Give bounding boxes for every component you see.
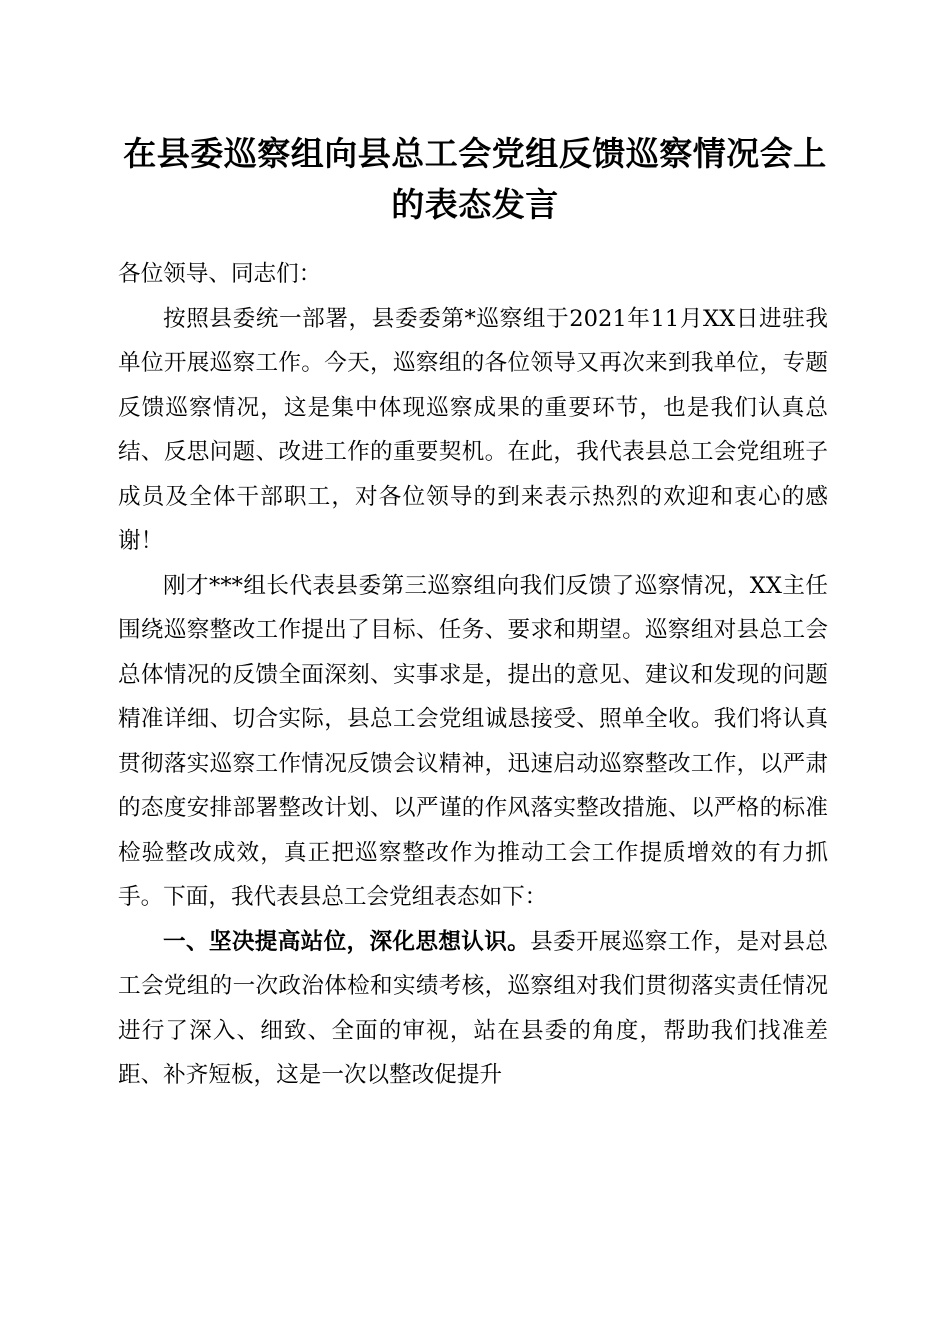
salutation: 各位领导、同志们： bbox=[118, 261, 322, 287]
section-1-heading: 一、坚决提高站位，深化思想认识。 bbox=[163, 928, 531, 955]
document-body bbox=[118, 252, 828, 1098]
document-title: 在县委巡察组向县总工会党组反馈巡察情况会上的表态发言 bbox=[123, 134, 827, 224]
section-1-text: 县委开展巡察工作，是对县总工会党组的一次政治体检和实绩考核，巡察组对我们贯彻落实责任情况进行了深入、细致、全面的审视，站在县委的角度，帮助我们找准差距、补齐短板，这是一次以整改促提升 bbox=[118, 928, 829, 1088]
paragraph-2: 刚才***组长代表县委第三巡察组向我们反馈了巡察情况，XX主任围绕巡察整改工作提出了目标、任务、要求和期望。巡察组对县总工会总体情况的反馈全面深刻、实事求是，提出的意见、建议和发现的问题精准详细、切合实际，县总工会党组诚恳接受、照单全收。我们将认真贯彻落实巡察工作情况反馈会议精神，迅速启动巡察整改工作，以严肃的态度安排部署整改计划、以严谨的作风落实整改措施、以严格的标准检验整改成效，真正把巡察整改作为推动工会工作提质增效的有力抓手。下面，我代表县总工会党组表态如下： bbox=[118, 572, 828, 910]
section-1-paragraph bbox=[118, 920, 828, 1098]
paragraph-1: 按照县委统一部署，县委委第*巡察组于2021年11月XX日进驻我单位开展巡察工作。今天，巡察组的各位领导又再次来到我单位，专题反馈巡察情况，这是集中体现巡察成果的重要环节，也是我们认真总结、反思问题、改进工作的重要契机。在此，我代表县总工会党组班子成员及全体干部职工，对各位领导的到来表示热烈的欢迎和衷心的感谢！ bbox=[118, 305, 828, 554]
